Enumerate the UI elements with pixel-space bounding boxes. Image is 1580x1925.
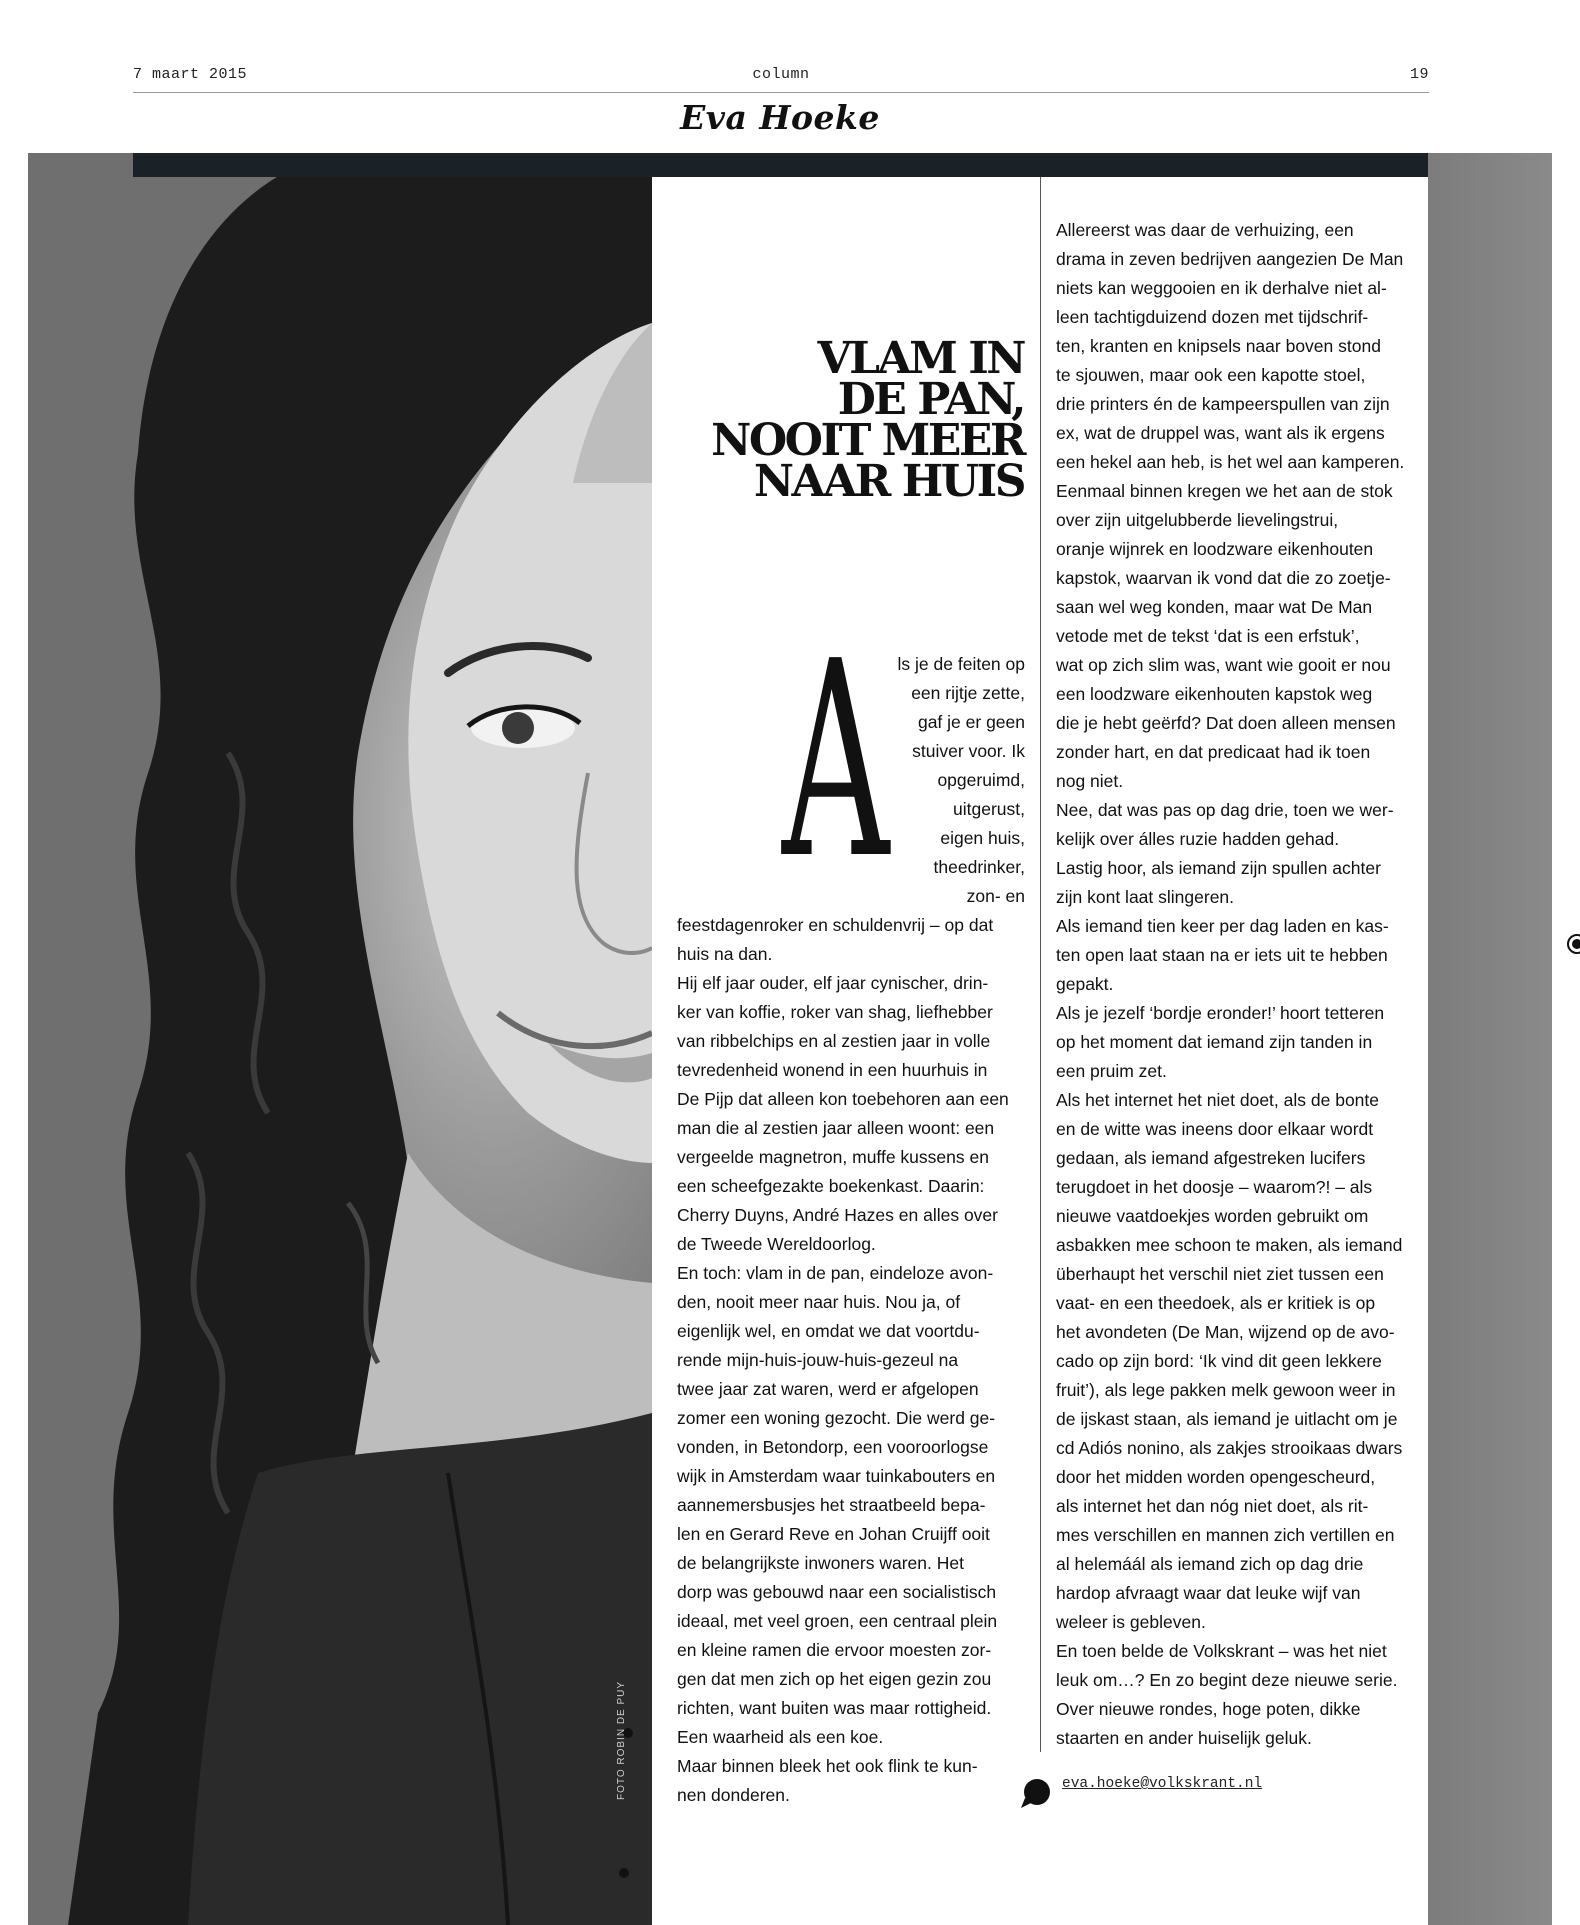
text-line: zon- en: [966, 886, 1025, 906]
text-line: een hekel aan heb, is het wel aan kamperen.: [1056, 452, 1405, 472]
text-line: Lastig hoor, als iemand zijn spullen achter: [1056, 858, 1381, 878]
speech-bubble-icon: [1019, 1778, 1051, 1810]
photo-right-strip: [1428, 153, 1552, 1925]
text-line: den, nooit meer naar huis. Nou ja, of: [677, 1292, 961, 1312]
registration-mark-icon: [1566, 933, 1580, 955]
text-line: hardop afvraagt waar dat leuke wijf van: [1056, 1583, 1361, 1603]
page-number: 19: [1409, 66, 1429, 83]
text-line: leen tachtigduizend dozen met tijdschrif-: [1056, 307, 1369, 327]
text-line: nieuwe vaatdoekjes worden gebruikt om: [1056, 1206, 1369, 1226]
text-line: vonden, in Betondorp, een vooroorlogse: [677, 1437, 989, 1457]
text-line: niets kan weggooien en ik derhalve niet al-: [1056, 278, 1387, 298]
page-header: [133, 66, 1429, 86]
text-line: tevredenheid wonend in een huurhuis in: [677, 1060, 988, 1080]
text-line: ex, wat de druppel was, want als ik ergens: [1056, 423, 1385, 443]
text-line: nen donderen.: [677, 1785, 790, 1805]
text-line: feestdagenroker en schuldenvrij – op dat: [677, 915, 994, 935]
text-line: saan wel weg konden, maar wat De Man: [1056, 597, 1373, 617]
text-line: en kleine ramen die ervoor moesten zor-: [677, 1640, 992, 1660]
text-line: nog niet.: [1056, 771, 1124, 791]
portrait-illustration: [28, 153, 652, 1925]
text-line: ls je de feiten op: [897, 654, 1025, 674]
text-line: Als iemand tien keer per dag laden en kas-: [1056, 916, 1389, 936]
text-line: de ijskast staan, als iemand je uitlacht om je: [1056, 1409, 1398, 1429]
text-line: zomer een woning gezocht. Die werd ge-: [677, 1408, 996, 1428]
headline-line: NAAR HUIS: [753, 456, 1024, 507]
header-rule: [133, 92, 1429, 93]
text-line: cd Adiós nonino, als zakjes strooikaas dwars: [1056, 1438, 1403, 1458]
text-line: gen dat men zich op het eigen gezin zou: [677, 1669, 992, 1689]
text-line: dorp was gebouwd naar een socialistisch: [677, 1582, 997, 1602]
text-line: een loodzware eikenhouten kapstok weg: [1056, 684, 1373, 704]
text-line: wijk in Amsterdam waar tuinkabouters en: [677, 1466, 996, 1486]
headline: [680, 333, 1024, 507]
text-line: mes verschillen en mannen zich vertillen en: [1056, 1525, 1395, 1545]
text-line: stuiver voor. Ik: [912, 741, 1025, 761]
text-line: de Tweede Wereldoorlog.: [677, 1234, 876, 1254]
text-line: op het moment dat iemand zijn tanden in: [1056, 1032, 1373, 1052]
article-column-1: [677, 911, 1037, 1810]
text-line: leuk om…? En zo begint deze nieuwe serie.: [1056, 1670, 1398, 1690]
text-line: eigenlijk wel, en omdat we dat voortdu-: [677, 1321, 980, 1341]
text-line: zijn kont laat slingeren.: [1056, 887, 1235, 907]
text-line: twee jaar zat waren, werd er afgelopen: [677, 1379, 979, 1399]
text-line: van ribbelchips en al zestien jaar in volle: [677, 1031, 991, 1051]
text-line: eigen huis,: [940, 828, 1025, 848]
text-line: weleer is gebleven.: [1056, 1612, 1206, 1632]
text-line: ideaal, met veel groen, een centraal plein: [677, 1611, 998, 1631]
text-line: als internet het dan nóg niet doet, als rit-: [1056, 1496, 1369, 1516]
author-email-link[interactable]: eva.hoeke@volkskrant.nl: [1062, 1776, 1263, 1792]
top-dark-bar: [133, 153, 1428, 177]
text-line: len en Gerard Reve en Johan Cruijff ooit: [677, 1524, 990, 1544]
portrait-photo: [28, 153, 652, 1925]
headline-line: DE PAN,: [837, 374, 1024, 425]
text-line: drama in zeven bedrijven aangezien De Man: [1056, 249, 1404, 269]
text-line: Als het internet het niet doet, als de bonte: [1056, 1090, 1379, 1110]
text-line: Eenmaal binnen kregen we het aan de stok: [1056, 481, 1393, 501]
text-line: gedaan, als iemand afgestreken lucifers: [1056, 1148, 1366, 1168]
text-line: richten, want buiten was maar rottigheid.: [677, 1698, 992, 1718]
headline-line: VLAM IN: [817, 333, 1024, 384]
text-line: Maar binnen bleek het ook flink te kun-: [677, 1756, 978, 1776]
text-line: over zijn uitgelubberde lievelingstrui,: [1056, 510, 1339, 530]
author-signature: Eva Hoeke: [680, 98, 880, 137]
text-line: al helemáál als iemand zich op dag drie: [1056, 1554, 1364, 1574]
text-line: een scheefgezakte boekenkast. Daarin:: [677, 1176, 985, 1196]
photo-credit: FOTO ROBIN DE PUY: [616, 1680, 627, 1800]
column-divider: [1040, 177, 1041, 1752]
text-line: Een waarheid als een koe.: [677, 1727, 884, 1747]
text-line: rende mijn-huis-jouw-huis-gezeul na: [677, 1350, 959, 1370]
text-line: man die al zestien jaar alleen woont: een: [677, 1118, 995, 1138]
text-line: huis na dan.: [677, 944, 773, 964]
text-line: Als je jezelf ‘bordje eronder!’ hoort tetteren: [1056, 1003, 1385, 1023]
text-line: een rijtje zette,: [911, 683, 1025, 703]
text-line: uitgerust,: [953, 799, 1025, 819]
text-line: vergeelde magnetron, muffe kussens en: [677, 1147, 989, 1167]
headline-line: NOOIT MEER: [711, 415, 1024, 466]
text-line: Hij elf jaar ouder, elf jaar cynischer, drin-: [677, 973, 989, 993]
text-line: ten open laat staan na er iets uit te hebben: [1056, 945, 1388, 965]
text-line: de belangrijkste inwoners waren. Het: [677, 1553, 964, 1573]
text-line: De Pijp dat alleen kon toebehoren aan een: [677, 1089, 1009, 1109]
text-line: En toen belde de Volkskrant – was het niet: [1056, 1641, 1387, 1661]
text-line: te sjouwen, maar ook een kapotte stoel,: [1056, 365, 1366, 385]
drop-cap: A: [782, 603, 890, 918]
text-line: door het midden worden opengescheurd,: [1056, 1467, 1376, 1487]
text-line: zonder hart, en dat predicaat had ik toen: [1056, 742, 1371, 762]
text-line: gaf je er geen: [917, 712, 1025, 732]
text-line: oranje wijnrek en loodzware eikenhouten: [1056, 539, 1374, 559]
section-label: column: [752, 66, 810, 83]
text-line: vetode met de tekst ‘dat is een erfstuk’,: [1056, 626, 1360, 646]
lead-paragraph: [898, 650, 1025, 911]
text-line: Nee, dat was pas op dag drie, toen we wer-: [1056, 800, 1394, 820]
text-line: Allereerst was daar de verhuizing, een: [1056, 220, 1354, 240]
text-line: überhaupt het verschil niet ziet tussen een: [1056, 1264, 1384, 1284]
text-line: opgeruimd,: [937, 770, 1025, 790]
text-line: die je hebt geërfd? Dat doen alleen mensen: [1056, 713, 1396, 733]
text-line: cado op zijn bord: ‘Ik vind dit geen lekkere: [1056, 1351, 1382, 1371]
text-line: het avondeten (De Man, wijzend op de avo-: [1056, 1322, 1395, 1342]
text-line: Cherry Duyns, André Hazes en alles over: [677, 1205, 998, 1225]
text-line: kelijk over álles ruzie hadden gehad.: [1056, 829, 1340, 849]
text-line: staarten en ander huiselijk geluk.: [1056, 1728, 1312, 1748]
text-line: aannemersbusjes het straatbeeld bepa-: [677, 1495, 986, 1515]
text-line: terugdoet in het doosje – waarom?! – als: [1056, 1177, 1373, 1197]
text-line: een pruim zet.: [1056, 1061, 1167, 1081]
text-line: en de witte was ineens door elkaar wordt: [1056, 1119, 1374, 1139]
issue-date: 7 maart 2015: [133, 66, 248, 83]
text-line: theedrinker,: [933, 857, 1025, 877]
text-line: kapstok, waarvan ik vond dat die zo zoetje-: [1056, 568, 1391, 588]
text-line: ten, kranten en knipsels naar boven stond: [1056, 336, 1381, 356]
text-line: vaat- en een theedoek, als er kritiek is op: [1056, 1293, 1376, 1313]
text-line: drie printers én de kampeerspullen van zijn: [1056, 394, 1390, 414]
text-line: En toch: vlam in de pan, eindeloze avon-: [677, 1263, 994, 1283]
text-line: wat op zich slim was, want wie gooit er nou: [1056, 655, 1391, 675]
text-line: fruit’), als lege pakken melk gewoon weer in: [1056, 1380, 1396, 1400]
text-line: gepakt.: [1056, 974, 1114, 994]
text-line: asbakken mee schoon te maken, als iemand: [1056, 1235, 1403, 1255]
text-line: Over nieuwe rondes, hoge poten, dikke: [1056, 1699, 1361, 1719]
text-line: ker van koffie, roker van shag, liefhebber: [677, 1002, 993, 1022]
article-column-2: [1056, 216, 1428, 1753]
